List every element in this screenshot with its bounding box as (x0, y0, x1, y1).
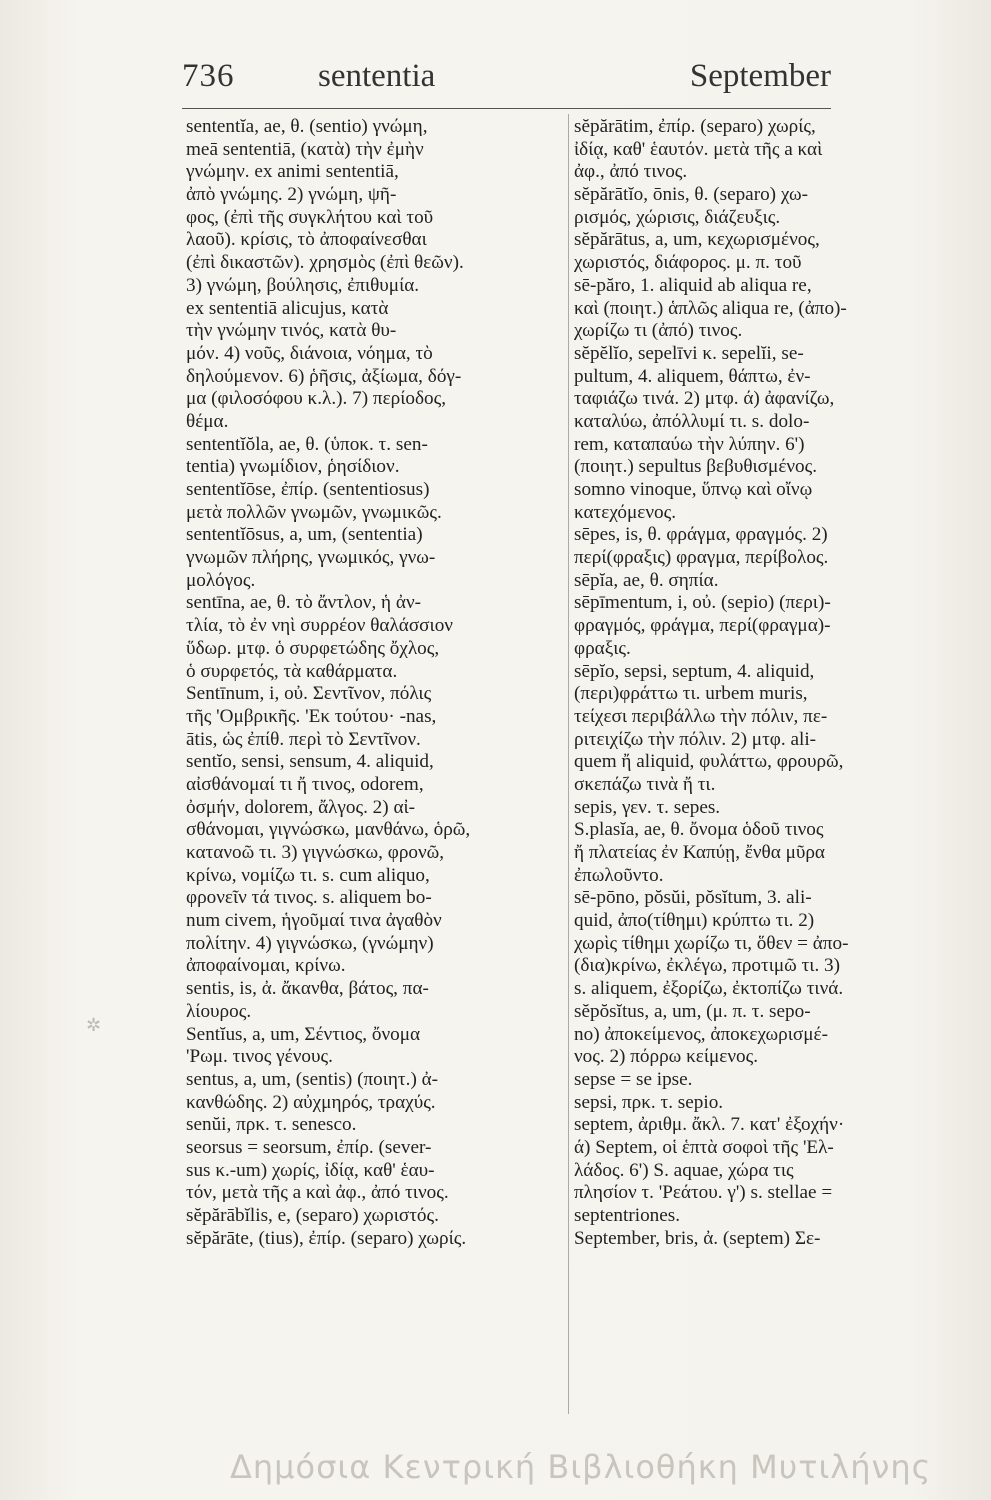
library-watermark: Δημόσια Κεντρική Βιβλιοθήκη Μυτιλήνης (230, 1448, 932, 1486)
text-line: κανθώδης. 2) αὐχμηρός, τραχύς. (186, 1091, 436, 1113)
text-line: ἰδίᾳ, καθ' ἑαυτόν. μετὰ τῆς a καὶ (574, 138, 823, 160)
text-line: sententĭōse, ἐπίρ. (sententiosus) (186, 479, 430, 500)
text-line: sēpīmentum, i, οὐ. (sepio) (περι)- (574, 592, 831, 614)
text-line: s. aliquem, ἐξορίζω, ἐκτοπίζω τινά. (574, 978, 844, 1000)
text-line: νος. 2) πόρρω κείμενος. (574, 1046, 758, 1068)
text-line: seorsus = seorsum, ἐπίρ. (sever- (186, 1136, 432, 1158)
running-head-right: September (689, 58, 831, 94)
text-line: ριτειχίζω τὴν πόλιν. 2) μτφ. ali- (574, 728, 817, 750)
header-rule (182, 108, 831, 109)
text-line: pultum, 4. aliquem, θάπτω, ἐν- (574, 365, 811, 387)
text-line: λαοῦ). κρίσις, τὸ ἀποφαίνεσθαι (186, 229, 427, 251)
right-column (574, 116, 960, 1250)
text-line: num civem, ἡγοῦμαί τινα ἀγαθὸν (186, 910, 442, 932)
text-line: θέμα. (186, 410, 229, 432)
text-line: tentia) γνωμίδιον, ῥησίδιον. (186, 456, 400, 478)
text-line: (δια)κρίνω, ἐκλέγω, προτιμῶ τι. 3) (574, 955, 841, 977)
text-line: ἐπωλοῦντο. (574, 864, 664, 886)
column-divider (568, 114, 569, 1414)
text-line: sepsi, πρκ. τ. sepio. (574, 1091, 724, 1113)
text-line: ἀφ., ἀπό τινος. (574, 161, 688, 183)
text-line: September, bris, ἀ. (septem) Σε- (574, 1227, 821, 1249)
text-line: sentus, a, um, (sentis) (ποιητ.) ἀ- (186, 1068, 439, 1090)
text-line: senŭi, πρκ. τ. senesco. (186, 1114, 357, 1136)
text-line: sentis, is, ἀ. ἄκανθα, βάτος, πα- (186, 978, 429, 1000)
text-line: sepis, γεν. τ. sepes. (574, 796, 721, 818)
text-line: meā sententiā, (κατὰ) τὴν ἐμὴν (186, 138, 424, 160)
text-line: 3) γνώμη, βούλησις, ἐπιθυμία. (186, 274, 420, 296)
text-line: σθάνομαι, γιγνώσκω, μανθάνω, ὁρῶ, (186, 819, 471, 841)
text-line: μολόγος. (186, 569, 256, 591)
text-line: λίουρος. (186, 1000, 252, 1022)
text-line: sententĭŏla, ae, θ. (ὑποκ. τ. sen- (186, 433, 428, 455)
text-line: sententĭa, ae, θ. (sentio) γνώμη, (186, 116, 428, 137)
text-line: χωρίζω τι (ἀπό) τινος. (574, 320, 743, 342)
text-line: (περι)φράττω τι. urbem muris, (574, 683, 808, 705)
text-line: κατανοῶ τι. 3) γιγνώσκω, φρονῶ, (186, 842, 445, 863)
text-line: χωριστός, διάφορος. μ. π. τοῦ (574, 252, 802, 274)
running-head-left: sententia (318, 58, 436, 94)
text-line: γνώμην. ex animi sententiā, (186, 161, 399, 183)
page-number: 736 (182, 58, 235, 94)
text-line: αἰσθάνομαί τι ἤ τινος, odorem, (186, 773, 424, 795)
text-line: sĕpŏsĭtus, a, um, (μ. π. τ. sepo- (574, 1000, 811, 1022)
text-line: γνωμῶν πλήρης, γνωμικός, γνω- (186, 547, 436, 569)
text-line: φραγμός, φράγμα, περί(φραγμα)- (574, 615, 831, 637)
text-line: τῆς 'Ομβρικῆς. 'Εκ τούτου· -nas, (186, 705, 437, 727)
text-line: sus κ.-um) χωρίς, ἰδίᾳ, καθ' ἑαυ- (186, 1159, 435, 1181)
text-line: sēpĭo, sepsi, septum, 4. aliquid, (574, 660, 815, 682)
left-column (186, 116, 564, 1250)
text-line: no) ἀποκείμενος, ἀποκεχωρισμέ- (574, 1023, 828, 1045)
text-line: sĕpărātus, a, um, κεχωρισμένος, (574, 229, 820, 251)
text-line: (ἐπὶ δικαστῶν). χρησμὸς (ἐπὶ θεῶν). (186, 252, 464, 274)
text-line: sĕpărāte, (tius), ἐπίρ. (separo) χωρίς. (186, 1227, 467, 1249)
text-line: septentriones. (574, 1205, 681, 1226)
text-line: (ποιητ.) sepultus βεβυθισμένος. (574, 456, 818, 478)
text-line: ἤ πλατείας ἐν Καπύῃ, ἔνθα μῦρα (574, 842, 825, 863)
text-line: ρισμός, χώρισις, διάζευξις. (574, 206, 781, 228)
margin-mark-icon: ✲ (86, 1015, 102, 1036)
text-line: sēpĭa, ae, θ. σηπία. (574, 569, 719, 591)
text-line: sēpes, is, θ. φράγμα, φραγμός. 2) (574, 524, 828, 546)
text-line: ά) Septem, οἱ ἑπτὰ σοφοὶ τῆς 'Ελ- (574, 1136, 834, 1158)
text-line: sententĭōsus, a, um, (sententia) (186, 524, 423, 546)
text-line: κατεχόμενος. (574, 501, 677, 523)
text-line: sĕpĕlĭo, sepelīvi κ. sepelĭi, se- (574, 342, 804, 364)
text-line: σκεπάζω τινὰ ἤ τι. (574, 773, 716, 795)
text-line: ἀπὸ γνώμης. 2) γνώμη, ψῆ- (186, 184, 397, 206)
text-line: ταφιάζω τινά. 2) μτφ. ά) ἀφανίζω, (574, 388, 835, 410)
text-line: 'Ρωμ. τινος γένους. (186, 1046, 333, 1068)
text-line: περί(φραξις) φραγμα, περίβολος. (574, 547, 829, 569)
text-line: μόν. 4) νοῦς, διάνοια, νόημα, τὸ (186, 342, 433, 364)
text-line: somno vinoque, ὕπνῳ καὶ οἴνῳ (574, 479, 813, 500)
text-line: καὶ (ποιητ.) ἁπλῶς aliqua re, (ἀπο)- (574, 297, 847, 319)
text-line: κρίνω, νομίζω τι. s. cum aliquo, (186, 864, 430, 886)
text-line: quem ἤ aliquid, φυλάττω, φρουρῶ, (574, 751, 844, 773)
text-line: ὕδωρ. μτφ. ὁ συρφετώδης ὄχλος, (186, 637, 440, 659)
text-line: sentīna, ae, θ. τὸ ἄντλον, ἡ ἀν- (186, 592, 422, 614)
text-line: ὁ συρφετός, τὰ καθάρματα. (186, 660, 398, 682)
text-line: χωρὶς τίθημι χωρίζω τι, ὅθεν = ἀπο- (574, 932, 849, 954)
text-line: ὀσμήν, dolorem, ἄλγος. 2) αἰ- (186, 796, 416, 818)
text-line: Sentĭus, a, um, Σέντιος, ὄνομα (186, 1023, 421, 1045)
text-line: δηλούμενον. 6) ῥῆσις, ἀξίωμα, δόγ- (186, 365, 462, 387)
text-line: τείχεσι περιβάλλω τὴν πόλιν, πε- (574, 705, 828, 727)
text-line: rem, καταπαύω τὴν λύπην. 6') (574, 433, 805, 455)
text-line: septem, ἀριθμ. ἄκλ. 7. κατ' ἐξοχήν· (574, 1114, 845, 1136)
text-line: sĕpărātim, ἐπίρ. (separo) χωρίς, (574, 116, 816, 137)
text-line: πλησίον τ. 'Ρεάτου. γ') s. stellae = (574, 1182, 833, 1204)
text-line: πολίτην. 4) γιγνώσκω, (γνώμην) (186, 932, 434, 954)
text-line: τλία, τὸ ἐν νηὶ συρρέον θαλάσσιον (186, 615, 453, 637)
text-line: sentĭo, sensi, sensum, 4. aliquid, (186, 751, 434, 773)
text-line: φραξις. (574, 637, 631, 659)
text-line: φρονεῖν τά τινος. s. aliquem bo- (186, 887, 432, 909)
text-line: sĕpărātĭo, ōnis, θ. (separo) χω- (574, 184, 808, 206)
page-header (182, 58, 831, 108)
text-line: quid, ἀπο(τίθημι) κρύπτω τι. 2) (574, 910, 815, 932)
text-line: τόν, μετὰ τῆς a καὶ ἀφ., ἀπό τινος. (186, 1182, 449, 1204)
text-line: λάδος. 6') S. aquae, χώρα τις (574, 1159, 794, 1181)
text-line: sē-pōno, pŏsŭi, pŏsĭtum, 3. ali- (574, 887, 812, 909)
text-line: καταλύω, ἀπόλλυμί τι. s. dolo- (574, 410, 810, 432)
text-line: S.plasĭa, ae, θ. ὄνομα ὁδοῦ τινος (574, 819, 824, 841)
text-line: μετὰ πολλῶν γνωμῶν, γνωμικῶς. (186, 501, 442, 523)
text-line: μα (φιλοσόφου κ.λ.). 7) περίοδος, (186, 388, 446, 410)
text-line: ex sententiā alicujus, κατὰ (186, 297, 389, 319)
text-line: ātis, ὡς ἐπίθ. περὶ τὸ Σεντῖνον. (186, 728, 421, 750)
text-line: ἀποφαίνομαι, κρίνω. (186, 955, 346, 977)
text-line: sĕpărābĭlis, e, (separo) χωριστός. (186, 1205, 439, 1226)
text-line: sepse = se ipse. (574, 1068, 693, 1090)
text-line: τὴν γνώμην τινός, κατὰ θυ- (186, 320, 397, 342)
text-line: sē-păro, 1. aliquid ab aliqua re, (574, 274, 812, 296)
text-line: φος, (ἐπὶ τῆς συγκλήτου καὶ τοῦ (186, 206, 434, 228)
text-line: Sentīnum, i, οὐ. Σεντῖνον, πόλις (186, 683, 432, 705)
